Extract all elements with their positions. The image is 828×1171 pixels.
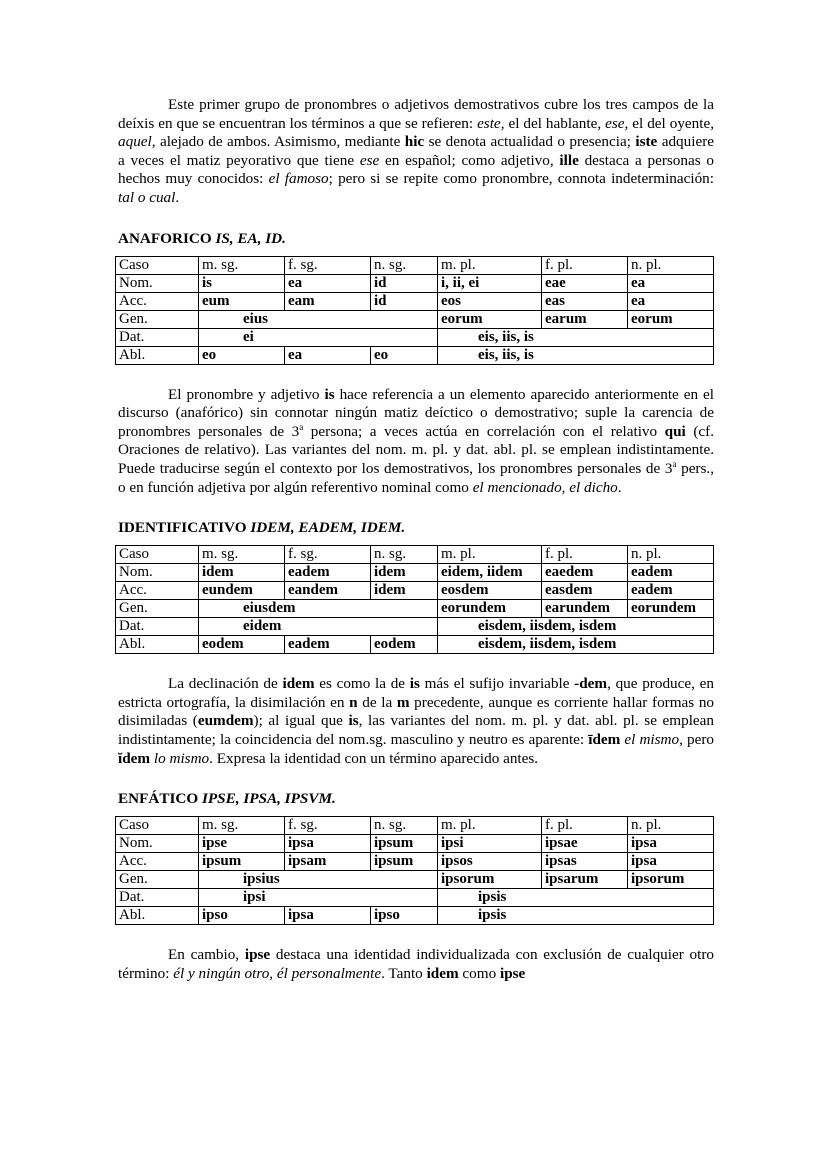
text-segment: n xyxy=(349,693,358,711)
column-header: n. sg. xyxy=(371,546,438,564)
table-cell: easdem xyxy=(542,582,628,600)
section-heading-enfatico: ENFÁTICO IPSE, IPSA, IPSVM. xyxy=(118,790,336,808)
section-heading-identificativo: IDENTIFICATIVO IDEM, EADEM, IDEM. xyxy=(118,519,406,537)
table-cell: eosdem xyxy=(438,582,542,600)
table-row xyxy=(116,328,714,346)
paragraph-ipse xyxy=(118,946,714,983)
table-cell: ipsae xyxy=(542,835,628,853)
column-header: n. pl. xyxy=(628,546,714,564)
table-cell: i, ii, ei xyxy=(438,274,542,292)
text-segment: qui xyxy=(664,422,686,440)
text-segment: persona; a veces actúa en correlación con el relativo xyxy=(303,422,665,440)
text-segment: . xyxy=(175,188,180,206)
table-cell: eo xyxy=(371,346,438,364)
table-row xyxy=(116,871,714,889)
table-cell: idem xyxy=(371,582,438,600)
column-header: m. sg. xyxy=(199,546,285,564)
text-segment: precedente, aunque es corriente hallar formas no disimiladas ( xyxy=(118,693,715,730)
text-segment: -dem xyxy=(574,675,608,693)
table-cell: ipsos xyxy=(438,853,542,871)
table-cell: eidem, iidem xyxy=(438,564,542,582)
case-label: Gen. xyxy=(116,871,199,889)
table-cell: ipsa xyxy=(628,853,714,871)
table-cell: ipsorum xyxy=(438,871,542,889)
text-segment: (cf. Oraciones de relativo). Las variantes del nom. m. pl. y dat. abl. pl. se emplean indistintamente. Puede traducirse según el contexto por los demostrativos, los pronombres personales de 3 xyxy=(118,422,714,477)
text-segment: más el sufijo invariable xyxy=(419,675,575,693)
text-segment: pers., o en función adjetiva por algún referentivo nominal como xyxy=(118,459,714,496)
column-header: n. sg. xyxy=(371,256,438,274)
table-cell: eorundem xyxy=(628,600,714,618)
table-cell: eadem xyxy=(628,582,714,600)
column-header: m. pl. xyxy=(438,817,542,835)
text-segment: tal o cual xyxy=(118,188,176,206)
text-segment: a xyxy=(299,421,304,432)
table-cell: eaedem xyxy=(542,564,628,582)
text-segment: destaca una identidad individualizada con exclusión de cualquier otro término: xyxy=(118,946,714,982)
table-row xyxy=(116,346,714,364)
text-segment: is xyxy=(324,385,335,403)
table-cell: ipsum xyxy=(371,853,438,871)
table-cell: eorum xyxy=(438,310,542,328)
table-row xyxy=(116,889,714,907)
table-cell: id xyxy=(371,292,438,310)
text-segment: ipse xyxy=(499,964,526,982)
column-header: m. pl. xyxy=(438,256,542,274)
text-segment: pero xyxy=(682,730,714,748)
table-cell: id xyxy=(371,274,438,292)
text-segment: En cambio, xyxy=(168,946,245,964)
table-cell: eum xyxy=(199,292,285,310)
case-label: Nom. xyxy=(116,274,199,292)
table-row xyxy=(116,564,714,582)
table-cell: eadem xyxy=(628,564,714,582)
case-label: Abl. xyxy=(116,636,199,654)
text-segment: hace referencia a un elemento aparecido anteriormente en el discurso (anafórico) sin connotar ningún matiz deíctico o demostrativo; suple la carencia de pronombres personales de 3 xyxy=(118,385,714,440)
text-segment: él y ningún otro, él personalmente xyxy=(173,964,382,982)
table-row xyxy=(116,618,714,636)
column-header: m. sg. xyxy=(199,256,285,274)
table-cell: ipso xyxy=(199,907,285,925)
table-row xyxy=(116,853,714,871)
merged-singular-cell: ipsi xyxy=(199,889,438,907)
table-cell: idem xyxy=(199,564,285,582)
table-cell: ipsi xyxy=(438,835,542,853)
table-cell: eodem xyxy=(199,636,285,654)
merged-singular-cell: eidem xyxy=(199,618,438,636)
table-header-row xyxy=(116,817,714,835)
table-cell: ipsum xyxy=(199,853,285,871)
merged-plural-cell: eis, iis, is xyxy=(438,328,714,346)
column-header: f. pl. xyxy=(542,817,628,835)
table-cell: ipsum xyxy=(371,835,438,853)
column-header: Caso xyxy=(116,256,199,274)
column-header: f. sg. xyxy=(285,256,371,274)
case-label: Abl. xyxy=(116,907,199,925)
column-header: m. pl. xyxy=(438,546,542,564)
document-page xyxy=(118,96,714,983)
declension-table-idem xyxy=(115,545,714,654)
text-segment: ); al igual que xyxy=(253,712,349,730)
table-cell: ea xyxy=(285,274,371,292)
table-cell: idem xyxy=(371,564,438,582)
case-label: Dat. xyxy=(116,618,199,636)
text-segment: is xyxy=(348,712,359,730)
text-segment: ĭdem xyxy=(118,749,151,767)
text-segment: el mismo, xyxy=(624,730,683,748)
text-segment: hic xyxy=(404,133,425,151)
text-segment: ; pero si se repite como pronombre, connota indeterminación: xyxy=(328,170,714,188)
text-segment: . Expresa la identidad con un término aparecido antes. xyxy=(209,749,539,767)
text-segment: , alejado de ambos. Asimismo, mediante xyxy=(151,133,405,151)
paragraph-idem xyxy=(118,675,714,768)
text-segment: a xyxy=(672,458,677,469)
table-cell: eo xyxy=(199,346,285,364)
table-cell: ea xyxy=(628,274,714,292)
table-cell: ea xyxy=(285,346,371,364)
text-segment: ese xyxy=(359,151,380,169)
declension-table-is xyxy=(115,256,714,365)
table-cell: ipso xyxy=(371,907,438,925)
text-segment: , las variantes del nom. m. pl. y dat. abl. pl. se emplean indistintamente; la coincidencia del nom.sg. masculino y neutro es aparente: xyxy=(118,712,714,748)
table-cell: eadem xyxy=(285,636,371,654)
column-header: f. sg. xyxy=(285,546,371,564)
text-segment: aquel xyxy=(118,133,152,151)
table-cell: ipsorum xyxy=(628,871,714,889)
text-segment: La declinación de xyxy=(168,675,283,693)
merged-singular-cell: eius xyxy=(199,310,438,328)
text-segment: adquiere a veces el matiz peyorativo que tiene xyxy=(118,133,714,169)
table-cell: eos xyxy=(438,292,542,310)
text-segment: el mencionado, el dicho xyxy=(472,478,618,496)
text-segment: iste xyxy=(635,133,658,151)
table-cell: eam xyxy=(285,292,371,310)
table-header-row xyxy=(116,256,714,274)
text-segment: de la xyxy=(357,693,397,711)
table-row xyxy=(116,636,714,654)
text-segment: . Tanto xyxy=(381,964,427,982)
text-segment: idem xyxy=(426,964,459,982)
case-label: Dat. xyxy=(116,889,199,907)
merged-plural-cell: eisdem, iisdem, isdem xyxy=(438,636,714,654)
case-label: Acc. xyxy=(116,853,199,871)
table-cell: ipsa xyxy=(285,907,371,925)
table-cell: eodem xyxy=(371,636,438,654)
table-cell: eadem xyxy=(285,564,371,582)
table-row xyxy=(116,582,714,600)
case-label: Nom. xyxy=(116,835,199,853)
column-header: f. pl. xyxy=(542,546,628,564)
merged-plural-cell: ipsis xyxy=(438,889,714,907)
text-segment: ese, xyxy=(605,114,629,132)
table-cell: earum xyxy=(542,310,628,328)
column-header: n. sg. xyxy=(371,817,438,835)
case-label: Acc. xyxy=(116,292,199,310)
case-label: Acc. xyxy=(116,582,199,600)
table-cell: ipse xyxy=(199,835,285,853)
text-segment: se denota actualidad o presencia; xyxy=(424,133,636,151)
table-cell: eas xyxy=(542,292,628,310)
table-row xyxy=(116,835,714,853)
case-label: Abl. xyxy=(116,346,199,364)
table-row xyxy=(116,310,714,328)
column-header: m. sg. xyxy=(199,817,285,835)
text-segment: is xyxy=(409,675,420,693)
paragraph-demonstratives xyxy=(118,96,714,208)
table-row xyxy=(116,274,714,292)
text-segment: en español; como adjetivo, xyxy=(379,151,560,169)
table-cell: eandem xyxy=(285,582,371,600)
table-cell: eundem xyxy=(199,582,285,600)
text-segment: este xyxy=(477,114,501,132)
text-segment: El pronombre y adjetivo xyxy=(168,385,325,403)
table-cell: eorundem xyxy=(438,600,542,618)
case-label: Dat. xyxy=(116,328,199,346)
column-header: f. pl. xyxy=(542,256,628,274)
case-label: Gen. xyxy=(116,310,199,328)
table-cell: eorum xyxy=(628,310,714,328)
table-header-row xyxy=(116,546,714,564)
column-header: n. pl. xyxy=(628,256,714,274)
text-segment: como xyxy=(458,964,500,982)
text-segment: el famoso xyxy=(268,170,329,188)
text-segment: eumdem xyxy=(197,712,254,730)
text-segment: ipse xyxy=(244,946,271,964)
merged-plural-cell: eis, iis, is xyxy=(438,346,714,364)
table-cell: ipsas xyxy=(542,853,628,871)
column-header: Caso xyxy=(116,817,199,835)
table-cell: ipsa xyxy=(628,835,714,853)
column-header: Caso xyxy=(116,546,199,564)
table-cell: ea xyxy=(628,292,714,310)
merged-singular-cell: ei xyxy=(199,328,438,346)
declension-table-ipse xyxy=(115,816,714,925)
merged-singular-cell: ipsius xyxy=(199,871,438,889)
text-segment: , que produce, en estricta ortografía, la disimilación en xyxy=(118,675,714,711)
case-label: Nom. xyxy=(116,564,199,582)
paragraph-is xyxy=(118,386,714,498)
text-segment: Este primer grupo de pronombres o adjetivos demostrativos cubre los tres campos de la deíxis en que se encuentran los términos a que se refieren: xyxy=(118,96,714,132)
table-row xyxy=(116,907,714,925)
merged-singular-cell: eiusdem xyxy=(199,600,438,618)
text-segment: m xyxy=(396,693,410,711)
table-row xyxy=(116,292,714,310)
merged-plural-cell: eisdem, iisdem, isdem xyxy=(438,618,714,636)
table-row xyxy=(116,600,714,618)
text-segment: ille xyxy=(559,151,579,169)
text-segment: el del oyente, xyxy=(628,114,715,132)
table-cell: is xyxy=(199,274,285,292)
table-cell: earundem xyxy=(542,600,628,618)
table-cell: ipsa xyxy=(285,835,371,853)
text-segment: . xyxy=(617,478,622,496)
text-segment: , el del hablante, xyxy=(500,114,606,132)
case-label: Gen. xyxy=(116,600,199,618)
table-cell: ipsam xyxy=(285,853,371,871)
table-cell: ipsarum xyxy=(542,871,628,889)
text-segment: īdem xyxy=(588,730,621,748)
merged-plural-cell: ipsis xyxy=(438,907,714,925)
text-segment: es como la de xyxy=(314,675,410,693)
section-heading-anaforico: ANAFORICO IS, EA, ID. xyxy=(118,229,286,247)
table-cell: eae xyxy=(542,274,628,292)
column-header: n. pl. xyxy=(628,817,714,835)
text-segment: destaca a personas o hechos muy conocidos: xyxy=(118,151,714,188)
text-segment: idem xyxy=(282,675,315,693)
text-segment: lo mismo xyxy=(153,749,210,767)
column-header: f. sg. xyxy=(285,817,371,835)
